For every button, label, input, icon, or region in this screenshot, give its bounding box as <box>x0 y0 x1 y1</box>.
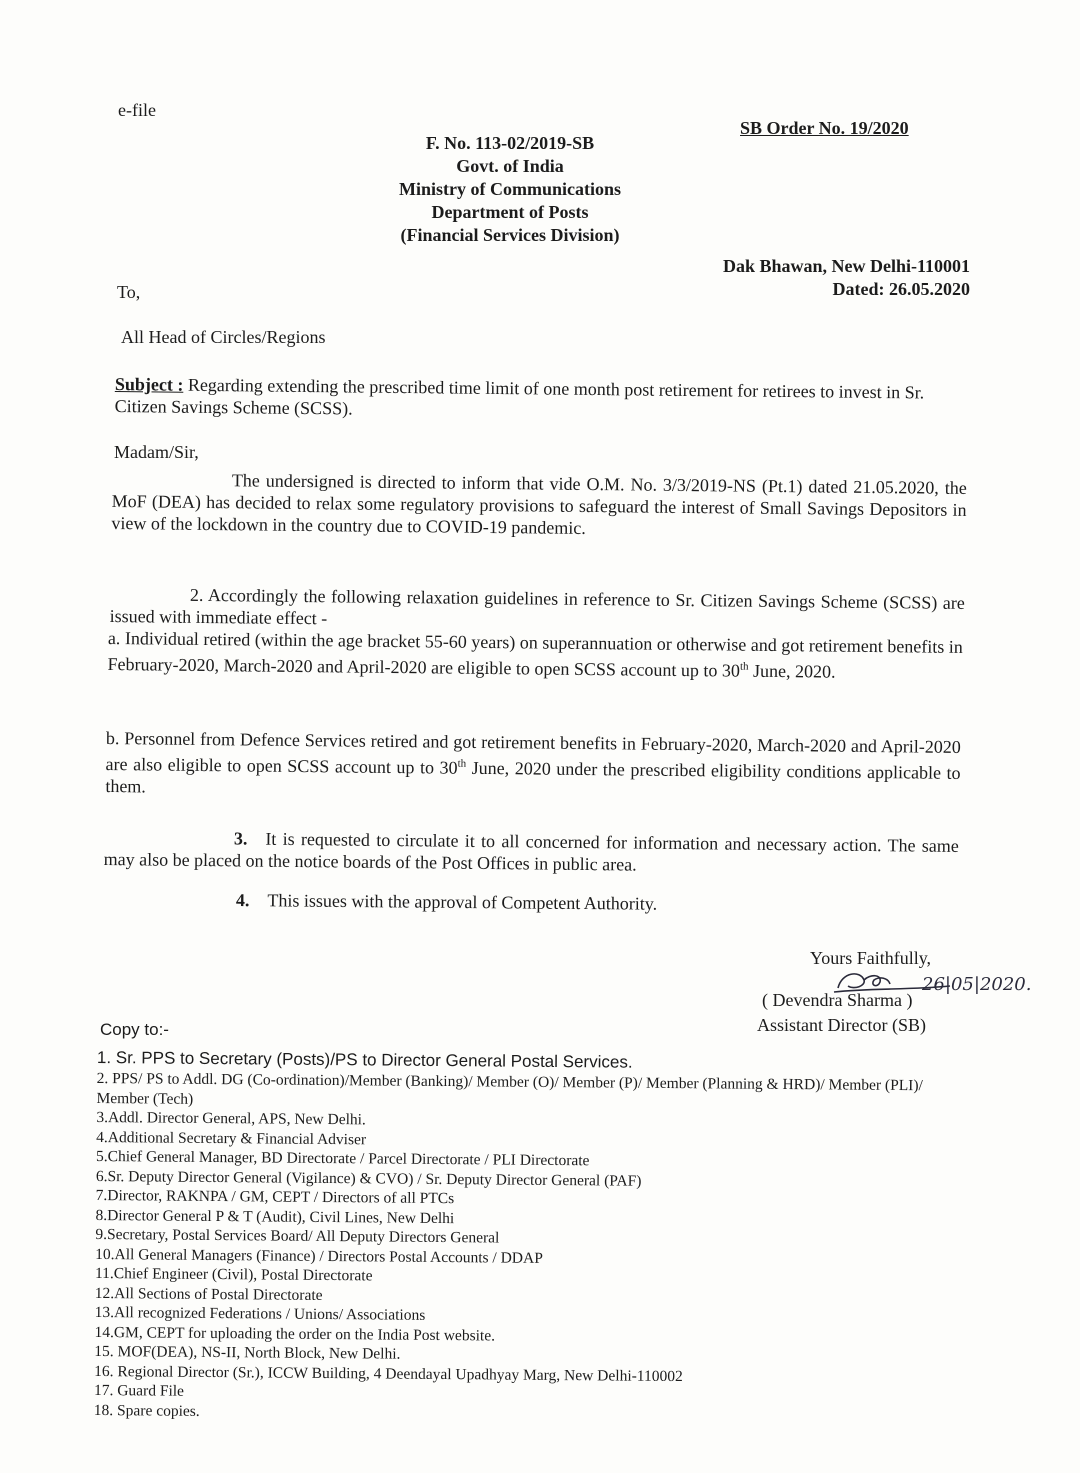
list-item: 18. Spare copies. <box>93 1401 200 1420</box>
list-item: 17. Guard File <box>93 1381 185 1400</box>
list-item: 14.GM, CEPT for uploading the order on the India Post website. <box>94 1323 496 1344</box>
subject-text: Regarding extending the prescribed time limit of one month post retirement for retirees to invest in Sr. Citizen Savings Scheme (SCSS). <box>114 374 925 419</box>
subject-label: Subject : <box>114 373 184 395</box>
list-item: 2. PPS/ PS to Addl. DG (Co-ordination)/Member (Banking)/ Member (O)/ Member (P)/ Member (Planning & HRD)/ Member (PLI)/ Member (Tech) <box>96 1069 923 1108</box>
copy-to-list <box>94 1047 937 1427</box>
efile-label: e-file <box>118 100 156 120</box>
list-item: 9.Secretary, Postal Services Board/ All Deputy Directors General <box>95 1225 500 1247</box>
copy-to-label: Copy to:- <box>100 1020 169 1039</box>
list-item: 12.All Sections of Postal Directorate <box>94 1284 323 1304</box>
subject-line <box>115 373 955 426</box>
department-name: Department of Posts <box>431 202 589 222</box>
ministry-name: Ministry of Communications <box>399 179 621 199</box>
list-item: 16. Regional Director (Sr.), ICCW Building, 4 Deendayal Upadhyay Marg, New Delhi-110002 <box>94 1362 683 1385</box>
list-item: 15. MOF(DEA), NS-II, North Block, New Delhi. <box>94 1342 401 1363</box>
paragraph-1 <box>111 468 967 543</box>
paragraph-4-text: This issues with the approval of Competent Authority. <box>267 890 658 914</box>
address-block <box>723 255 970 301</box>
closing-yours: Yours Faithfully, <box>810 948 932 968</box>
list-item: 11.Chief Engineer (Civil), Postal Directorate <box>94 1264 373 1285</box>
paragraph-1-text: The undersigned is directed to inform that vide O.M. No. 3/3/2019-NS (Pt.1) dated 21.05.2020, the MoF (DEA) has decided to relax some regulatory provisions to safeguard the interest of Small Savings Depositors in view of the lockdown in the country due to COVID-19 pandemic. <box>111 470 967 538</box>
paragraph-3-number: 3. <box>233 828 248 849</box>
list-item: 7.Director, RAKNPA / GM, CEPT / Directors of all PTCs <box>95 1186 455 1208</box>
list-item: 5.Chief General Manager, BD Directorate / Parcel Directorate / PLI Directorate <box>95 1147 590 1170</box>
date: Dated: 26.05.2020 <box>832 279 970 299</box>
to-label: To, <box>117 282 141 302</box>
signatory-designation: Assistant Director (SB) <box>757 1015 926 1035</box>
list-item: 13.All recognized Federations / Unions/ Associations <box>94 1303 426 1324</box>
letterhead <box>300 132 720 247</box>
list-item: 3.Addl. Director General, APS, New Delhi. <box>96 1108 366 1129</box>
list-item: 4.Additional Secretary & Financial Adviser <box>96 1128 367 1148</box>
list-item: 10.All General Managers (Finance) / Directors Postal Accounts / DDAP <box>95 1245 543 1267</box>
file-number: F. No. 113-02/2019-SB <box>425 133 595 153</box>
division-name: (Financial Services Division) <box>400 225 620 245</box>
list-item: 1. Sr. PPS to Secretary (Posts)/PS to Director General Postal Services. <box>96 1048 633 1072</box>
list-item: 8.Director General P & T (Audit), Civil Lines, New Delhi <box>95 1206 455 1227</box>
list-item: 6.Sr. Deputy Director General (Vigilance) & CVO) / Sr. Deputy Director General (PAF) <box>95 1167 642 1190</box>
order-number: SB Order No. 19/2020 <box>740 118 909 138</box>
paragraph-2-text: 2. Accordingly the following relaxation guidelines in reference to Sr. Citizen Savings Scheme (SCSS) are issued with immediate effect - <box>109 584 965 629</box>
salutation: Madam/Sir, <box>114 442 199 462</box>
paragraph-3-text: It is requested to circulate it to all concerned for information and necessary action. The same may also be placed on the notice boards of the Post Offices in public area. <box>103 828 959 875</box>
paragraph-b: b. Personnel from Defence Services retired and got retirement benefits in February-2020, March-2020 and April-2020 are also eligible to open SCSS account up to 30th June, 2020 under the prescribed eligibility conditions applicable to them. <box>105 727 961 797</box>
govt-name: Govt. of India <box>456 156 564 176</box>
recipient: All Head of Circles/Regions <box>121 327 326 347</box>
paragraph-4-number: 4. <box>235 890 250 911</box>
signature-date: 26|05|2020. <box>922 974 1032 995</box>
signatory-name: ( Devendra Sharma ) <box>762 990 913 1010</box>
paragraph-3 <box>104 826 959 879</box>
paragraph-a: a. Individual retired (within the age bracket 55-60 years) on superannuation or otherwise and got retirement benefits in February-2020, March-2020 and April-2020 are eligible to open SCSS account up to 30th June, 2020. <box>107 627 963 682</box>
place: Dak Bhawan, New Delhi-110001 <box>722 256 970 276</box>
paragraph-4 <box>236 890 657 915</box>
